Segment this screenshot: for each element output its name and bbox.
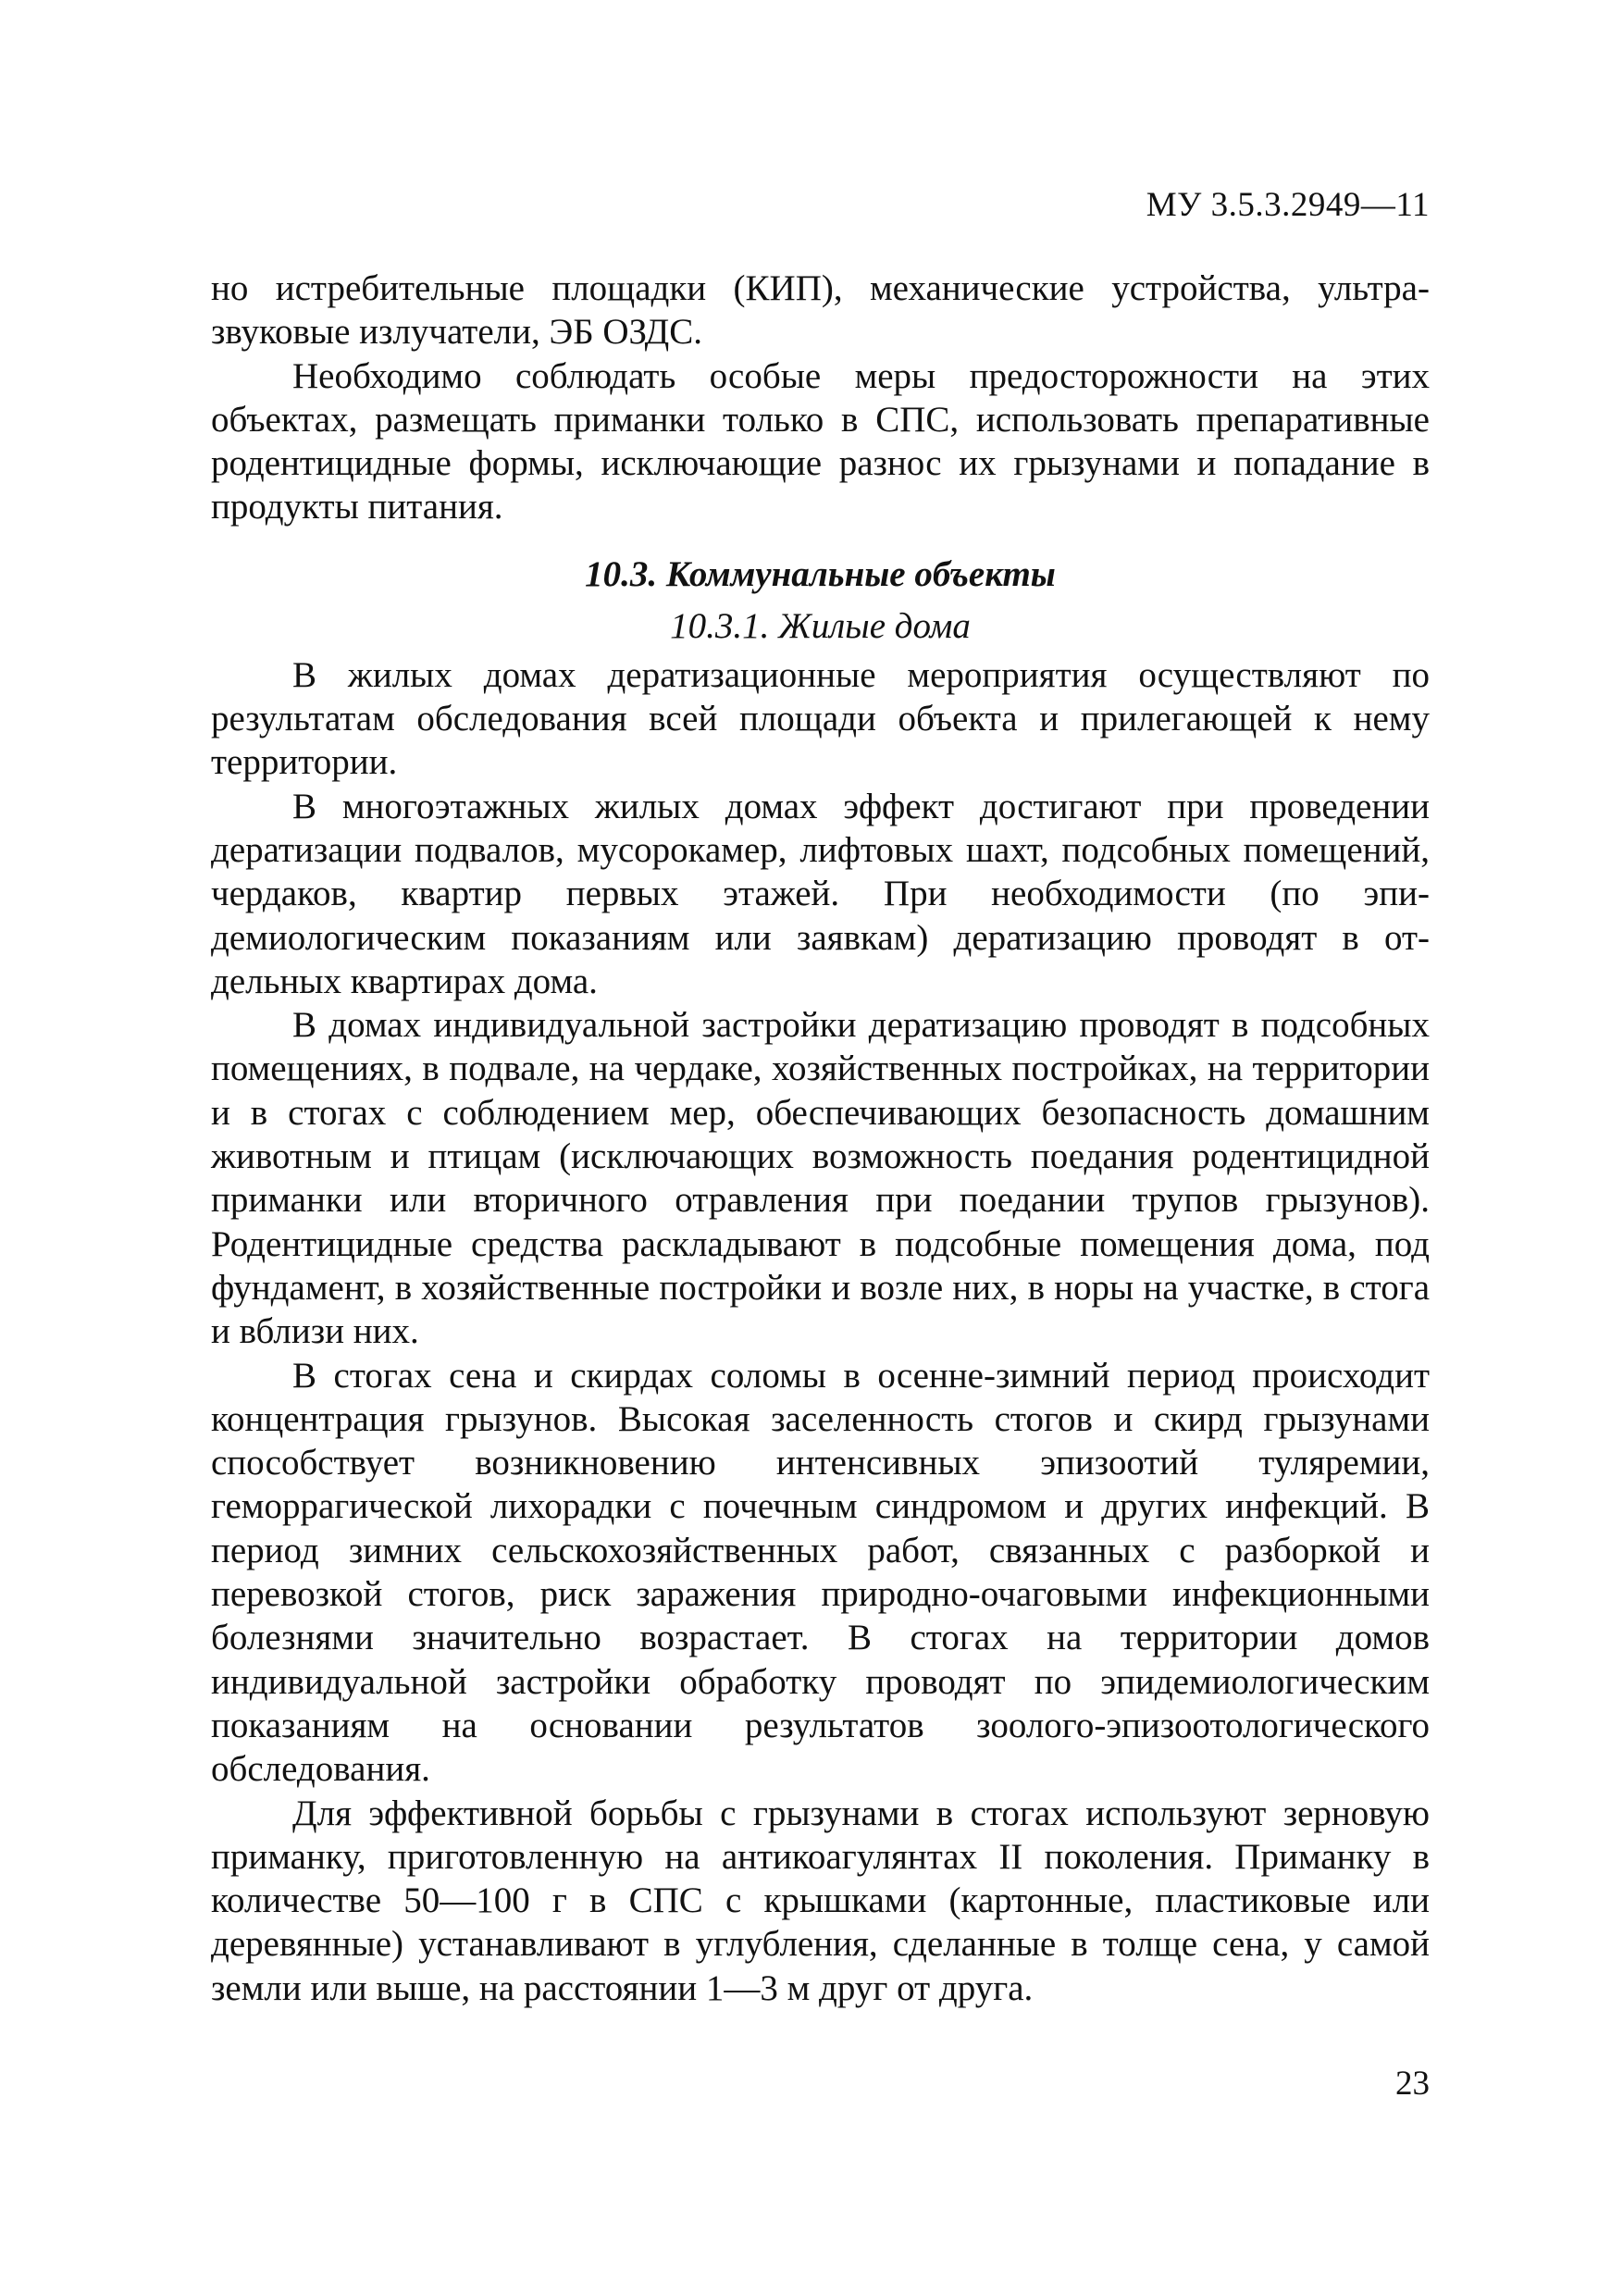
page-number: 23 [1395,2065,1430,2103]
paragraph-precautions: Необходимо соблюдать особые меры предосторожности на этих объектах, размещать приманки только в СПС, использовать препаративные родентицидные формы, исключающие разнос их грызунами и попадание в продукты питания. [211,355,1430,527]
paragraph-multistorey: В многоэтажных жилых домах эффект достигают при проведении дератизации подвалов, мусорокамер, лифтовых шахт, подсобных помещений, чердаков, квартир первых этажей. При необходимости (по эпидемиологическим показаниям или заявкам) дератизацию проводят в отдельных квартирах дома. [211,786,1430,1001]
paragraph-residential: В жилых домах дератизационные мероприятия осуществляют по результатам обследования всей площади объекта и прилегающей к нему территории. [211,654,1430,783]
paragraph-bait: Для эффективной борьбы с грызунами в стогах используют зерновую приманку, приготовленную на антикоагулянтах II поколения. Приманку в количестве 50—100 г в СПС с крышками (картонные, пластиковые или деревянные) устанавливают в углубления, сделанные в толще сена, у самой земли или выше, на расстоянии 1—3 м друг от друга. [211,1793,1430,2008]
document-code: МУ 3.5.3.2949—11 [1146,186,1430,224]
paragraph-individual-houses: В домах индивидуальной застройки дератизацию проводят в подсобных помещениях, в подвале, на чердаке, хозяйственных постройках, на территории и в стогах с соблюдением мер, обеспечивающих безопасность домашним животным и птицам (исключающих возможность поедания родентицидной приманки или вторичного отравления при поедании трупов грызунов). Родентицидные средства раскладывают в подсобные помещения дома, под фундамент, в хозяйственные постройки и возле них, в норы на участке, в стога и вблизи них. [211,1005,1430,1352]
section-heading: 10.3. Коммунальные объекты [585,553,1056,594]
page-body [211,267,1430,2010]
paragraph-continuation: но истребительные площадки (КИП), механические устройства, ультразвуковые излучатели, ЭБ ОЗДС. [211,268,1430,353]
subsection-heading: 10.3.1. Жилые дома [670,605,971,646]
paragraph-haystacks: В стогах сена и скирдах соломы в осенне-зимний период происходит концентрация грызунов. Высокая заселенность стогов и скирд грызунами способствует возникновению интенсивных эпизоотий туляремии, геморрагической лихорадки с почечным синдромом и других инфекций. В период зимних сельскохозяйственных работ, связанных с разборкой и перевозкой стогов, риск заражения природно-очаговыми инфекционными болезнями значительно возрастает. В стогах на территории домов индивидуальной застройки обработку проводят по эпидемиологическим показаниям на основании результатов зоолого-эпизоотологического обследования. [211,1355,1430,1790]
